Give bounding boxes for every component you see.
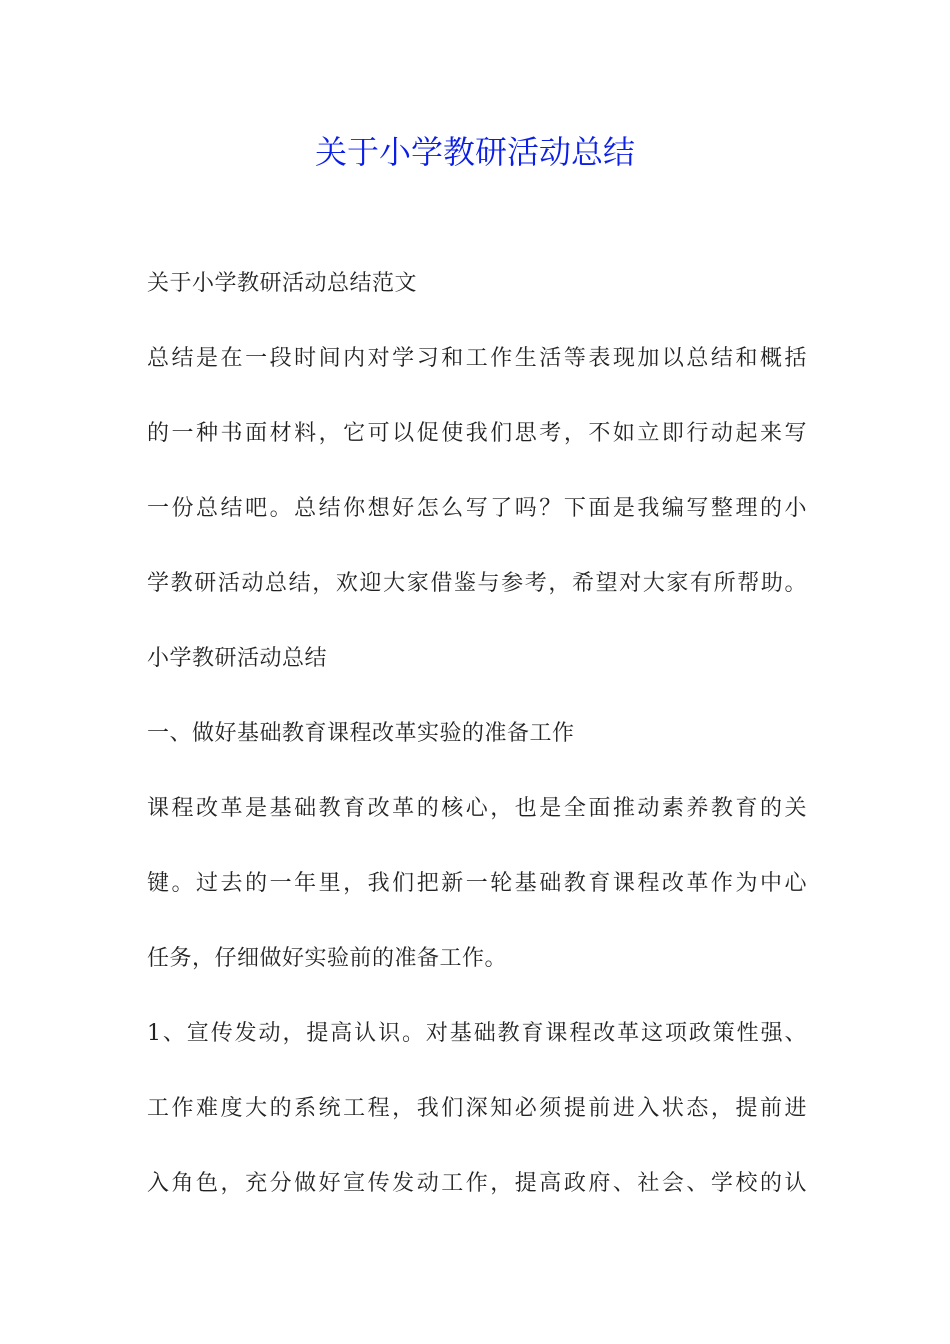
section-heading: 一、做好基础教育课程改革实验的准备工作 [147, 721, 575, 746]
subtitle-line: 关于小学教研活动总结范文 [147, 271, 418, 296]
paragraph-line: 总结是在一段时间内对学习和工作生活等表现加以总结和概括 [147, 346, 807, 371]
paragraph-line: 课程改革是基础教育改革的核心，也是全面推动素养教育的关 [147, 796, 807, 821]
paragraph-line: 工作难度大的系统工程，我们深知必须提前进入状态，提前进 [147, 1096, 807, 1121]
paragraph-line: 键。过去的一年里，我们把新一轮基础教育课程改革作为中心 [147, 871, 807, 896]
paragraph-line: 一份总结吧。总结你想好怎么写了吗？下面是我编写整理的小 [147, 496, 807, 521]
paragraph-line: 入角色，充分做好宣传发动工作，提高政府、社会、学校的认 [147, 1171, 807, 1196]
section-heading: 小学教研活动总结 [147, 646, 328, 671]
document-title: 关于小学教研活动总结 [314, 133, 635, 171]
paragraph-line: 的一种书面材料，它可以促使我们思考，不如立即行动起来写 [147, 421, 807, 446]
paragraph-line: 1、宣传发动，提高认识。对基础教育课程改革这项政策性强、 [147, 1021, 807, 1046]
paragraph-line: 任务，仔细做好实验前的准备工作。 [147, 946, 508, 971]
paragraph-line: 学教研活动总结，欢迎大家借鉴与参考，希望对大家有所帮助。 [147, 571, 807, 596]
